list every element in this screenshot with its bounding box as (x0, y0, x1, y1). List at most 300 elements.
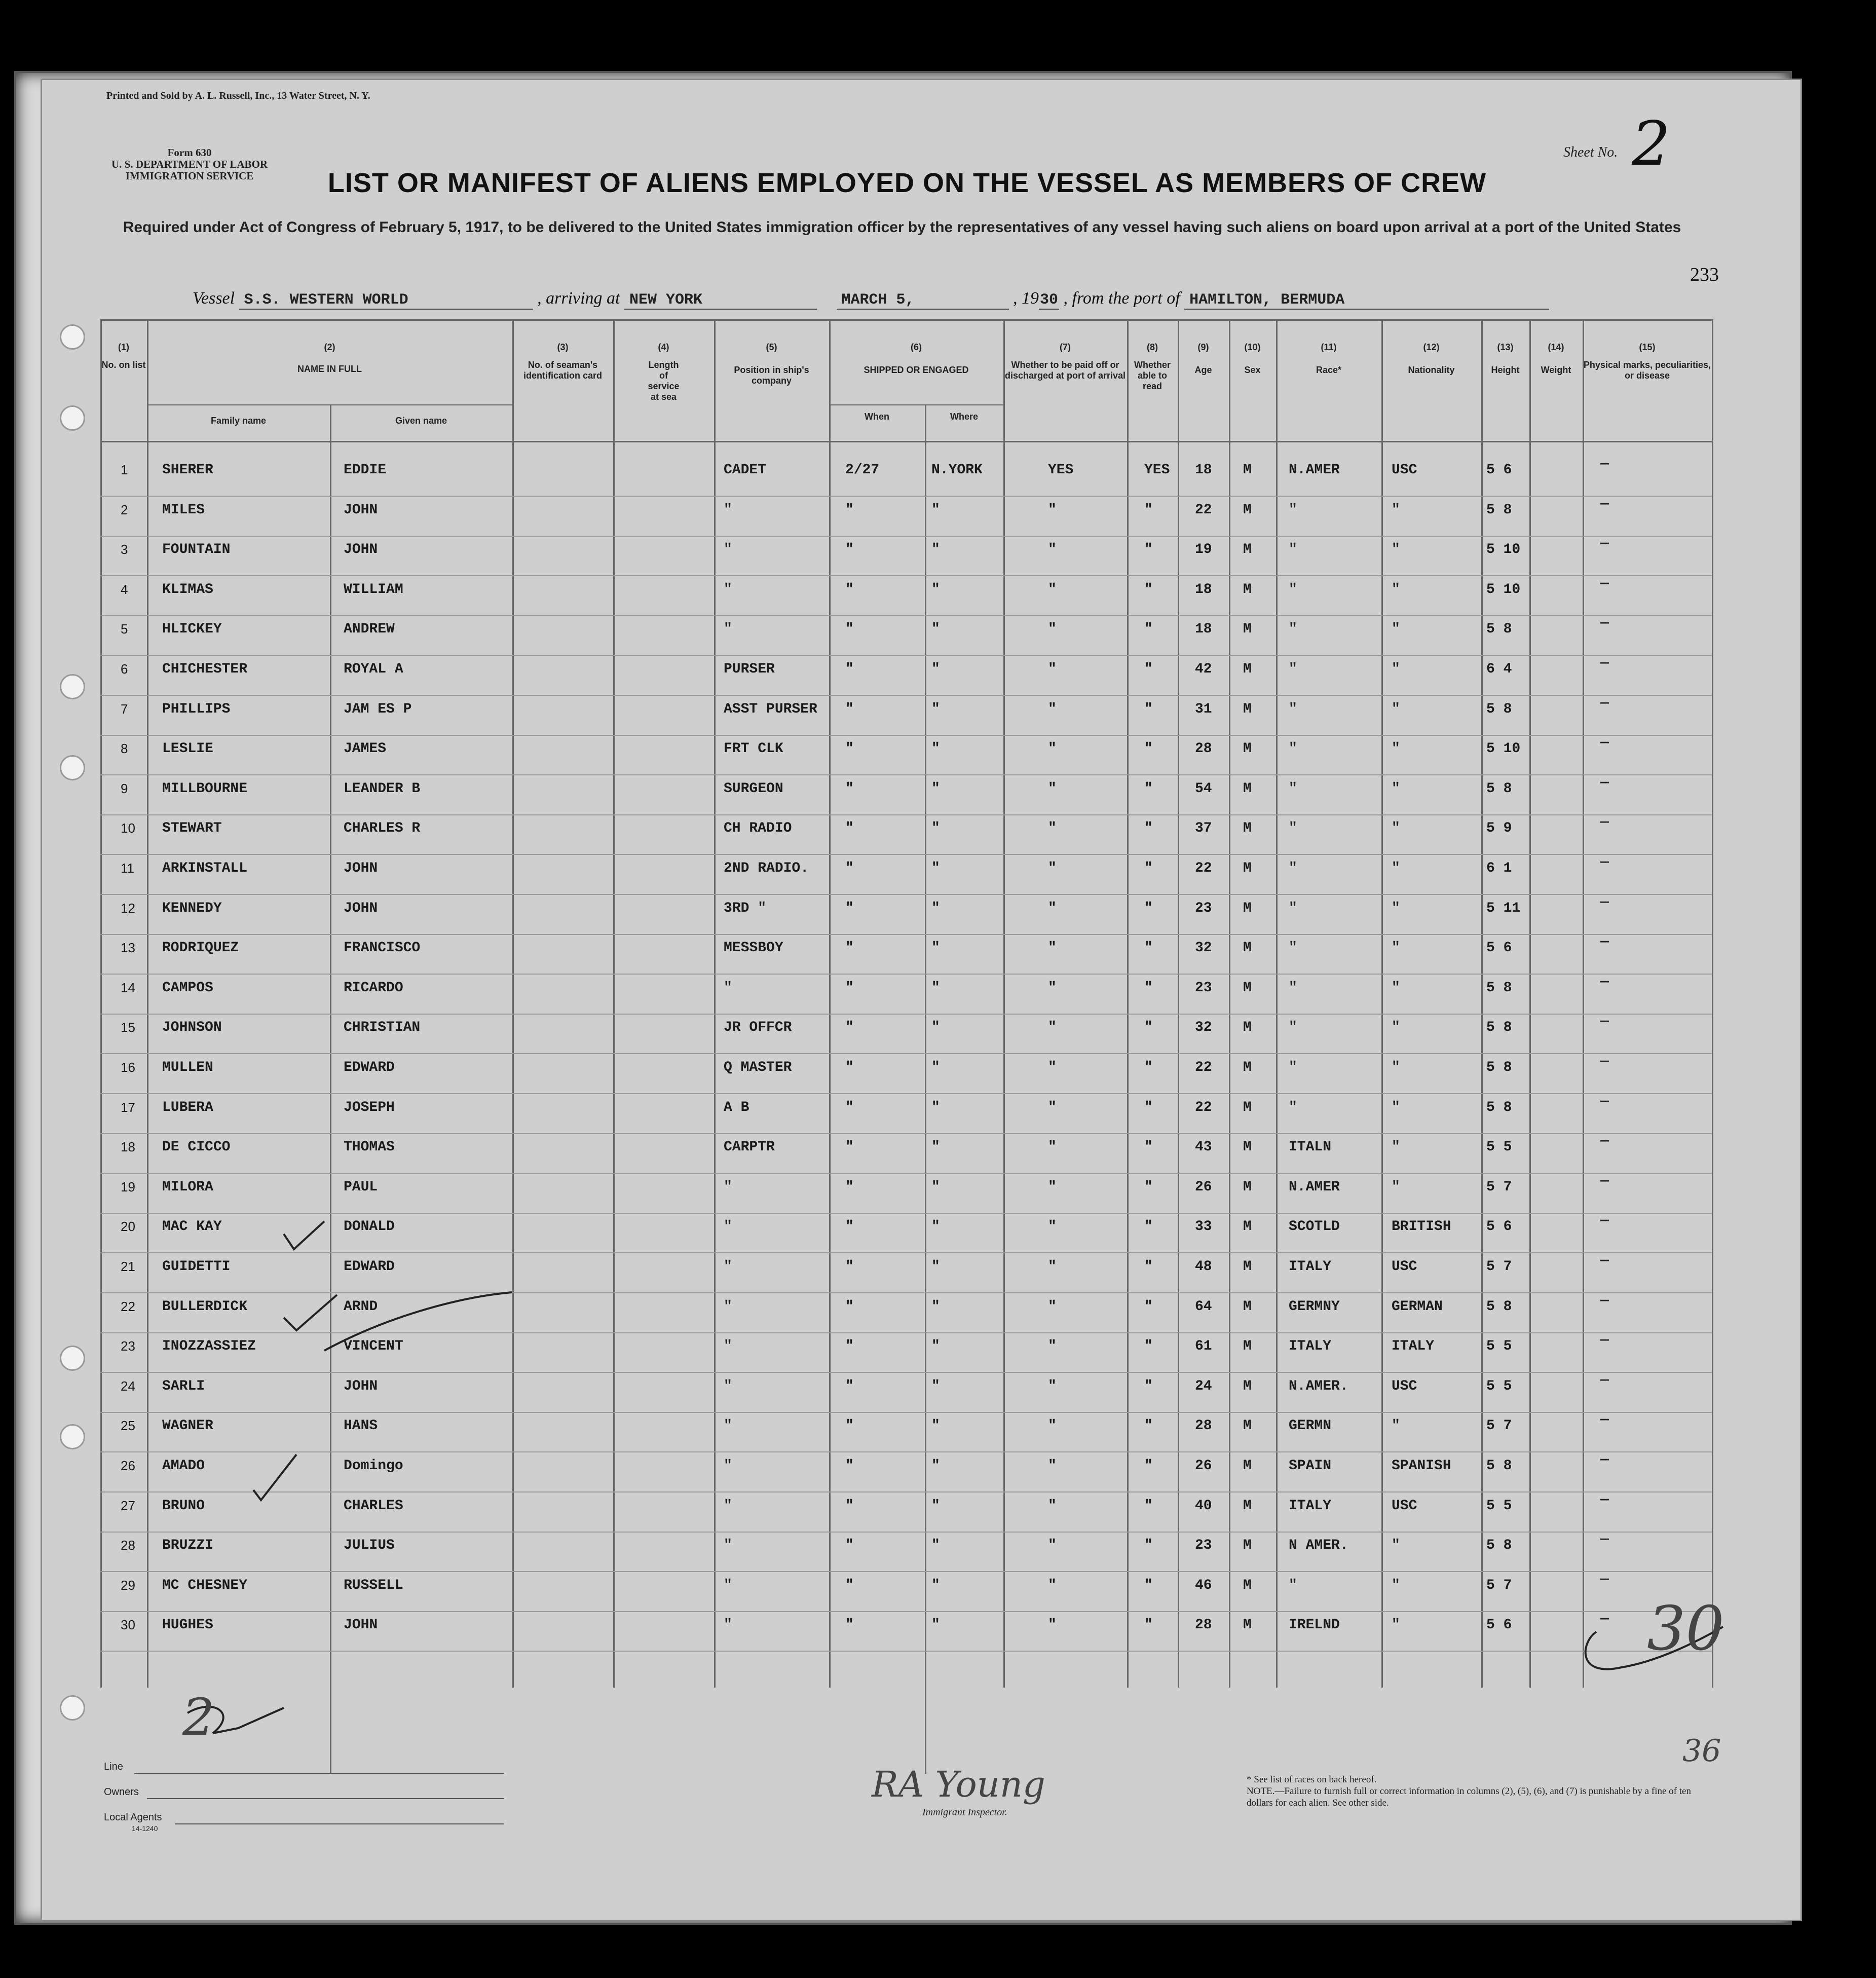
footer-owners-label: Owners (104, 1786, 139, 1798)
row-paid: " (1048, 1298, 1057, 1315)
row-age: 28 (1195, 741, 1212, 757)
row-read: " (1144, 1378, 1153, 1394)
col8-number: (8) (1147, 342, 1158, 352)
total-handwritten: 30 (1647, 1594, 1724, 1664)
row-read: " (1144, 980, 1153, 996)
row-height: 5 8 (1486, 1298, 1512, 1315)
row-race: GERMNY (1289, 1298, 1340, 1315)
row-position: " (724, 1179, 732, 1195)
row-given: JOSEPH (344, 1099, 395, 1115)
row-age: 23 (1195, 1538, 1212, 1554)
row-race: " (1289, 820, 1297, 837)
col11-header: Race* (1316, 365, 1342, 375)
col4-header: Length of service at sea (648, 360, 680, 402)
row-where: " (931, 1298, 940, 1315)
row-nat: USC (1392, 462, 1417, 478)
row-given: JOHN (344, 861, 378, 876)
arriving-port: NEW YORK (624, 291, 817, 310)
row-read: " (1144, 900, 1153, 916)
row-height: 5 8 (1486, 1538, 1512, 1554)
row-family: MILORA (162, 1179, 213, 1195)
col3-number: (3) (557, 342, 569, 352)
row-given: JAMES (344, 741, 387, 757)
row-no: 27 (121, 1498, 135, 1513)
vessel-label: Vessel (193, 289, 235, 308)
row-given: JOHN (344, 900, 378, 916)
row-position: MESSBOY (724, 940, 783, 956)
row-sex: M (1243, 1179, 1252, 1195)
footer-agents-code: 14-1240 (132, 1824, 158, 1833)
row-nat: " (1392, 502, 1400, 518)
row-where: " (931, 1139, 940, 1155)
row-where: " (931, 1259, 940, 1275)
row-read: " (1144, 1020, 1153, 1036)
row-race: ITALN (1289, 1139, 1332, 1155)
row-family: AMADO (162, 1458, 205, 1474)
row-height: 5 9 (1486, 820, 1512, 837)
row-no: 6 (121, 661, 128, 677)
row-no: 17 (121, 1099, 135, 1115)
physical-marks-dash: — (1600, 854, 1609, 870)
col1-number: (1) (118, 342, 129, 352)
row-race: N.AMER. (1289, 1378, 1348, 1394)
row-given: DONALD (344, 1219, 395, 1235)
row-paid: " (1048, 581, 1057, 598)
row-family: ARKINSTALL (162, 861, 248, 876)
row-sex: M (1243, 462, 1252, 478)
row-sex: M (1243, 1099, 1252, 1115)
row-position: " (724, 581, 732, 598)
col6-header: SHIPPED OR ENGAGED (864, 365, 969, 375)
row-when: 2/27 (845, 462, 880, 478)
row-position: Q MASTER (724, 1060, 792, 1075)
row-read: " (1144, 1498, 1153, 1514)
row-position: 2ND RADIO. (724, 861, 809, 876)
col8-header: Whether able to read (1134, 360, 1171, 391)
row-age: 23 (1195, 980, 1212, 996)
row-when: " (845, 661, 854, 677)
row-given: THOMAS (344, 1139, 395, 1155)
row-paid: " (1048, 1179, 1057, 1195)
row-race: SPAIN (1289, 1458, 1332, 1474)
row-nat: " (1392, 741, 1400, 757)
physical-marks-dash: — (1600, 1054, 1609, 1069)
row-sex: M (1243, 1498, 1252, 1514)
year-prefix: , 19 (1013, 289, 1039, 308)
row-position: PURSER (724, 661, 775, 677)
row-paid: " (1048, 940, 1057, 956)
physical-marks-dash: — (1600, 575, 1609, 591)
row-sex: M (1243, 502, 1252, 518)
row-position: " (724, 1577, 732, 1593)
row-when: " (845, 1617, 854, 1633)
row-where: " (931, 1617, 940, 1633)
row-position: SURGEON (724, 780, 783, 797)
row-given: VINCENT (344, 1338, 403, 1355)
row-given: WILLIAM (344, 581, 403, 598)
row-height: 5 7 (1486, 1418, 1512, 1434)
sheet-number-label: Sheet No. (1563, 144, 1618, 160)
row-no: 25 (121, 1418, 135, 1434)
physical-marks-dash: — (1600, 695, 1609, 711)
row-age: 18 (1195, 462, 1212, 478)
row-age: 64 (1195, 1298, 1212, 1315)
col7-number: (7) (1060, 342, 1071, 352)
row-paid: " (1048, 1259, 1057, 1275)
row-sex: M (1243, 980, 1252, 996)
row-nat: USC (1392, 1498, 1417, 1514)
row-given: CHARLES R (344, 820, 421, 837)
row-where: " (931, 940, 940, 956)
col2b-header: Given name (395, 416, 447, 426)
row-given: JAM ES P (344, 701, 412, 717)
row-when: " (845, 1418, 854, 1434)
row-read: YES (1144, 462, 1170, 478)
check-mark (284, 1295, 337, 1330)
row-family: BULLERDICK (162, 1298, 248, 1315)
inspector-signature: RA Young (872, 1764, 1045, 1805)
row-sex: M (1243, 1259, 1252, 1275)
row-where: " (931, 741, 940, 757)
row-where: " (931, 780, 940, 797)
row-given: JOHN (344, 542, 378, 558)
row-sex: M (1243, 1577, 1252, 1593)
row-nat: " (1392, 900, 1400, 916)
row-race: " (1289, 621, 1297, 638)
col2-number: (2) (324, 342, 335, 352)
physical-marks-dash: — (1600, 1412, 1609, 1428)
row-nat: " (1392, 820, 1400, 837)
row-where: " (931, 661, 940, 677)
footer-agents-label: Local Agents (104, 1812, 162, 1823)
row-race: " (1289, 1020, 1297, 1036)
row-height: 5 5 (1486, 1378, 1512, 1394)
physical-marks-dash: — (1600, 1332, 1609, 1349)
row-where: " (931, 581, 940, 598)
row-sex: M (1243, 661, 1252, 677)
col5-header: Position in ship's company (734, 365, 809, 386)
row-paid: " (1048, 1617, 1057, 1633)
row-family: JOHNSON (162, 1020, 222, 1036)
row-no: 19 (121, 1179, 135, 1195)
physical-marks-dash: — (1600, 774, 1609, 791)
row-paid: " (1048, 1020, 1057, 1036)
row-sex: M (1243, 1020, 1252, 1036)
row-nat: USC (1392, 1378, 1417, 1394)
row-race: N.AMER (1289, 462, 1340, 478)
row-given: PAUL (344, 1179, 378, 1195)
row-where: " (931, 1099, 940, 1115)
row-race: GERMN (1289, 1418, 1332, 1434)
row-race: " (1289, 780, 1297, 797)
corner-handwritten-number: 36 (1682, 1733, 1721, 1769)
row-family: CAMPOS (162, 980, 213, 996)
row-no: 29 (121, 1577, 135, 1593)
row-paid: " (1048, 1139, 1057, 1155)
row-no: 16 (121, 1060, 135, 1075)
row-race: " (1289, 701, 1297, 717)
row-paid: " (1048, 1577, 1057, 1593)
row-where: " (931, 861, 940, 876)
row-sex: M (1243, 581, 1252, 598)
row-position: " (724, 1259, 732, 1275)
row-nat: " (1392, 1139, 1400, 1155)
physical-marks-dash: — (1600, 536, 1609, 552)
col11-number: (11) (1321, 342, 1337, 352)
row-nat: ITALY (1392, 1338, 1435, 1355)
row-no: 21 (121, 1259, 135, 1274)
row-given: CHARLES (344, 1498, 403, 1514)
row-when: " (845, 502, 854, 518)
row-where: " (931, 1020, 940, 1036)
row-age: 18 (1195, 621, 1212, 638)
row-no: 10 (121, 820, 135, 836)
row-nat: SPANISH (1392, 1458, 1451, 1474)
col15-header: Physical marks, peculiarities, or disease (1583, 360, 1711, 381)
row-where: " (931, 1060, 940, 1075)
row-read: " (1144, 1418, 1153, 1434)
row-when: " (845, 940, 854, 956)
row-read: " (1144, 940, 1153, 956)
row-given: JULIUS (344, 1538, 395, 1554)
row-no: 14 (121, 980, 135, 995)
row-nat: " (1392, 780, 1400, 797)
row-sex: M (1243, 1458, 1252, 1474)
col6-number: (6) (911, 342, 922, 352)
physical-marks-dash: — (1600, 735, 1609, 751)
row-paid: " (1048, 701, 1057, 717)
row-no: 24 (121, 1378, 135, 1394)
row-race: " (1289, 502, 1297, 518)
row-race: " (1289, 581, 1297, 598)
row-race: ITALY (1289, 1498, 1332, 1514)
row-when: " (845, 820, 854, 837)
row-family: KLIMAS (162, 581, 213, 598)
row-family: HUGHES (162, 1617, 213, 1633)
row-paid: " (1048, 542, 1057, 558)
physical-marks-dash: — (1600, 655, 1609, 671)
row-height: 5 6 (1486, 1219, 1512, 1235)
row-position: " (724, 1617, 732, 1633)
row-nat: " (1392, 1020, 1400, 1036)
row-family: KENNEDY (162, 900, 222, 916)
row-age: 33 (1195, 1219, 1212, 1235)
row-paid: " (1048, 661, 1057, 677)
row-read: " (1144, 1219, 1153, 1235)
row-race: " (1289, 661, 1297, 677)
col7-header: Whether to be paid off or discharged at port of arrival (1004, 360, 1126, 381)
row-age: 19 (1195, 542, 1212, 558)
row-no: 2 (121, 502, 128, 517)
row-race: IRELND (1289, 1617, 1340, 1633)
row-race: " (1289, 900, 1297, 916)
row-height: 5 8 (1486, 1060, 1512, 1075)
row-family: BRUZZI (162, 1538, 213, 1554)
row-when: " (845, 581, 854, 598)
race-note: * See list of races on back hereof. (1247, 1774, 1377, 1785)
row-when: " (845, 1219, 854, 1235)
row-no: 8 (121, 741, 128, 757)
physical-marks-dash: — (1600, 1372, 1609, 1388)
row-read: " (1144, 741, 1153, 757)
row-given: LEANDER B (344, 780, 421, 797)
year-suffix: 30 (1040, 291, 1059, 309)
row-when: " (845, 1378, 854, 1394)
row-height: 5 8 (1486, 621, 1512, 638)
row-height: 5 7 (1486, 1577, 1512, 1593)
arrival-date: MARCH 5, (837, 291, 1009, 310)
row-family: DE CICCO (162, 1139, 231, 1155)
row-family: WAGNER (162, 1418, 213, 1434)
col9-header: Age (1194, 365, 1212, 375)
document-subtitle: Required under Act of Congress of February 5, 1917, to be delivered to the United States immigration officer by the representatives of any vessel having such aliens on board upon arrival at a port of the United States (123, 219, 1681, 236)
row-age: 48 (1195, 1259, 1212, 1275)
physical-marks-dash: — (1600, 1093, 1609, 1109)
footer-line-label: Line (104, 1761, 123, 1772)
row-height: 5 8 (1486, 701, 1512, 717)
row-read: " (1144, 1617, 1153, 1633)
row-nat: " (1392, 1538, 1400, 1554)
row-paid: " (1048, 1060, 1057, 1075)
row-position: " (724, 1298, 732, 1315)
row-race: " (1289, 1060, 1297, 1075)
row-when: " (845, 1179, 854, 1195)
row-position: " (724, 980, 732, 996)
row-nat: " (1392, 661, 1400, 677)
row-nat: " (1392, 980, 1400, 996)
row-when: " (845, 1338, 854, 1355)
row-paid: " (1048, 621, 1057, 638)
row-no: 23 (121, 1338, 135, 1354)
row-age: 23 (1195, 900, 1212, 916)
row-no: 11 (121, 861, 134, 876)
row-read: " (1144, 1099, 1153, 1115)
form-department: U. S. DEPARTMENT OF LABOR (111, 158, 268, 170)
physical-marks-dash: — (1600, 1213, 1609, 1229)
row-nat: " (1392, 1617, 1400, 1633)
row-age: 26 (1195, 1179, 1212, 1195)
col12-number: (12) (1423, 342, 1440, 352)
row-no: 4 (121, 581, 128, 597)
row-height: 5 8 (1486, 1099, 1512, 1115)
row-family: SARLI (162, 1378, 205, 1394)
physical-marks-dash: — (1600, 894, 1609, 910)
row-no: 13 (121, 940, 135, 956)
row-sex: M (1243, 820, 1252, 837)
row-family: GUIDETTI (162, 1259, 231, 1275)
col5-number: (5) (766, 342, 777, 352)
row-position: " (724, 1219, 732, 1235)
row-height: 6 1 (1486, 861, 1512, 876)
row-nat: " (1392, 542, 1400, 558)
row-height: 5 8 (1486, 780, 1512, 797)
row-nat: " (1392, 1418, 1400, 1434)
row-where: " (931, 1418, 940, 1434)
col6a-header: When (865, 412, 889, 422)
row-where: " (931, 900, 940, 916)
row-sex: M (1243, 542, 1252, 558)
row-read: " (1144, 780, 1153, 797)
row-age: 61 (1195, 1338, 1212, 1355)
row-height: 5 6 (1486, 462, 1512, 478)
row-height: 5 6 (1486, 1617, 1512, 1633)
row-no: 15 (121, 1020, 135, 1035)
row-given: EDDIE (344, 462, 387, 478)
row-no: 3 (121, 542, 128, 557)
pencil-stroke (324, 1292, 512, 1351)
row-nat: " (1392, 861, 1400, 876)
row-read: " (1144, 621, 1153, 638)
row-position: 3RD " (724, 900, 767, 916)
row-paid: " (1048, 1219, 1057, 1235)
row-when: " (845, 701, 854, 717)
row-age: 40 (1195, 1498, 1212, 1514)
row-age: 22 (1195, 1099, 1212, 1115)
row-given: ANDREW (344, 621, 395, 638)
row-paid: " (1048, 1378, 1057, 1394)
row-sex: M (1243, 741, 1252, 757)
row-no: 7 (121, 701, 128, 717)
row-where: " (931, 1538, 940, 1554)
row-no: 12 (121, 900, 135, 916)
row-position: " (724, 502, 732, 518)
row-paid: " (1048, 1538, 1057, 1554)
physical-marks-dash: — (1600, 1133, 1609, 1149)
col6b-header: Where (950, 412, 978, 422)
bottom-handwritten-number: 2 (182, 1688, 215, 1747)
footer-notes (1247, 1774, 1713, 1809)
row-sex: M (1243, 1139, 1252, 1155)
arriving-label: , arriving at (537, 289, 620, 308)
row-age: 37 (1195, 820, 1212, 837)
col3-header: No. of seaman's identification card (523, 360, 603, 381)
row-height: 5 8 (1486, 980, 1512, 996)
row-position: FRT CLK (724, 741, 783, 757)
row-when: " (845, 621, 854, 638)
row-age: 22 (1195, 502, 1212, 518)
row-position: " (724, 621, 732, 638)
row-position: " (724, 1458, 732, 1474)
row-nat: " (1392, 1060, 1400, 1075)
row-paid: " (1048, 861, 1057, 876)
row-age: 31 (1195, 701, 1212, 717)
row-where: N.YORK (931, 462, 983, 478)
row-height: 5 5 (1486, 1338, 1512, 1355)
row-age: 26 (1195, 1458, 1212, 1474)
row-family: PHILLIPS (162, 701, 231, 717)
row-race: SCOTLD (1289, 1219, 1340, 1235)
row-read: " (1144, 542, 1153, 558)
row-family: MULLEN (162, 1060, 213, 1075)
row-paid: YES (1048, 462, 1074, 478)
row-read: " (1144, 581, 1153, 598)
row-paid: " (1048, 1418, 1057, 1434)
row-no: 30 (121, 1617, 135, 1633)
row-family: SHERER (162, 462, 213, 478)
row-position: " (724, 542, 732, 558)
row-when: " (845, 1060, 854, 1075)
col15-number: (15) (1639, 342, 1656, 352)
row-no: 26 (121, 1458, 135, 1473)
row-given: JOHN (344, 502, 378, 518)
col10-header: Sex (1244, 365, 1261, 375)
row-given: Domingo (344, 1458, 403, 1474)
from-port: HAMILTON, BERMUDA (1184, 291, 1549, 310)
row-no: 5 (121, 621, 128, 637)
row-height: 5 7 (1486, 1179, 1512, 1195)
row-height: 5 5 (1486, 1498, 1512, 1514)
row-age: 54 (1195, 780, 1212, 797)
